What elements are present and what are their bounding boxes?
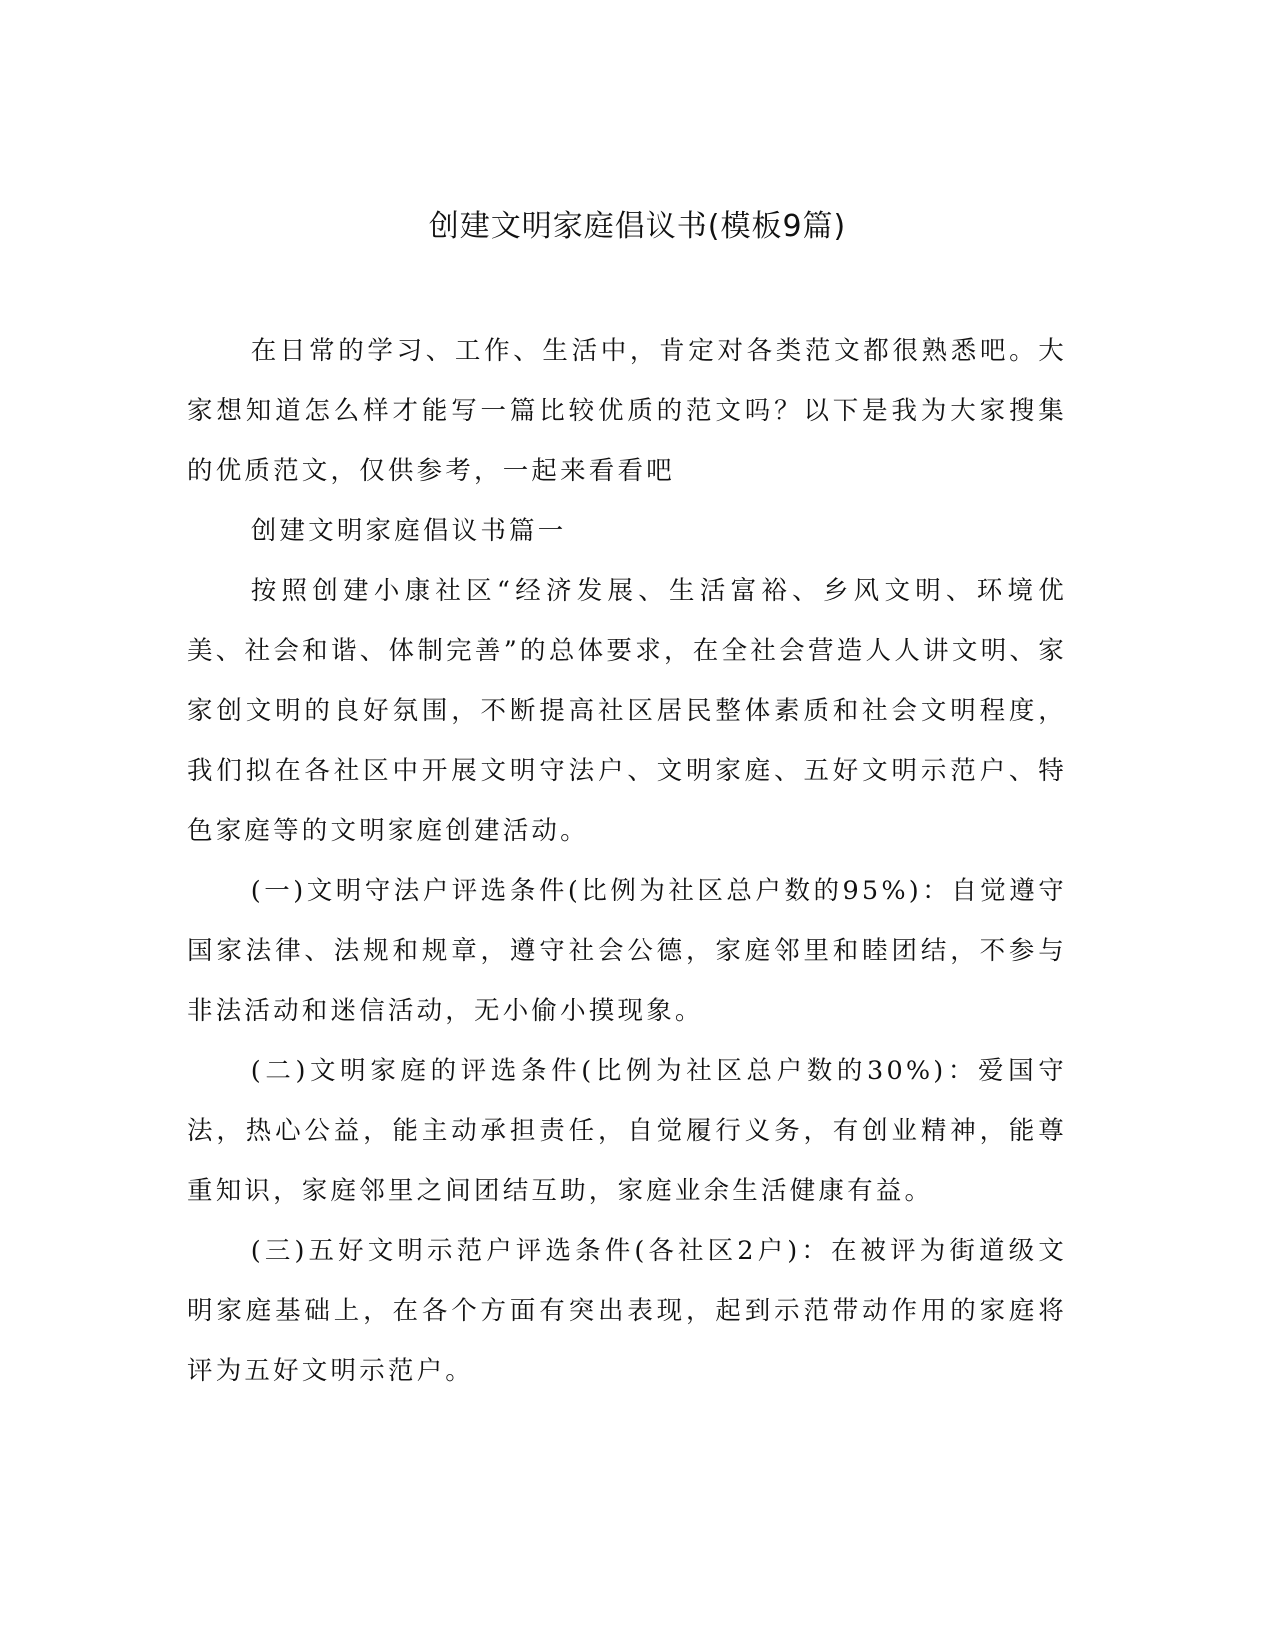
document-title: 创建文明家庭倡议书(模板9篇)	[428, 209, 847, 244]
intro-paragraph: 在日常的学习、工作、生活中，肯定对各类范文都很熟悉吧。大家想知道怎么样才能写一篇比较优质的范文吗？以下是我为大家搜集的优质范文，仅供参考，一起来看看吧	[187, 336, 1067, 486]
section-heading: 创建文明家庭倡议书篇一	[250, 516, 567, 546]
body-paragraph: 按照创建小康社区“经济发展、生活富裕、乡风文明、环境优美、社会和谐、体制完善”的总体要求，在全社会营造人人讲文明、家家创文明的良好氛围，不断提高社区居民整体素质和社会文明程度，我们拟在各社区中开展文明守法户、文明家庭、五好文明示范户、特色家庭等的文明家庭创建活动。	[187, 576, 1067, 846]
criteria-paragraph-2: (二)文明家庭的评选条件(比例为社区总户数的30%)：爱国守法，热心公益，能主动承担责任，自觉履行义务，有创业精神，能尊重知识，家庭邻里之间团结互助，家庭业余生活健康有益。	[187, 1056, 1067, 1206]
document-body	[187, 321, 1067, 1401]
criteria-paragraph-3: (三)五好文明示范户评选条件(各社区2户)：在被评为街道级文明家庭基础上，在各个方面有突出表现，起到示范带动作用的家庭将评为五好文明示范户。	[187, 1236, 1067, 1386]
criteria-paragraph-1: (一)文明守法户评选条件(比例为社区总户数的95%)：自觉遵守国家法律、法规和规章，遵守社会公德，家庭邻里和睦团结，不参与非法活动和迷信活动，无小偷小摸现象。	[187, 876, 1067, 1026]
